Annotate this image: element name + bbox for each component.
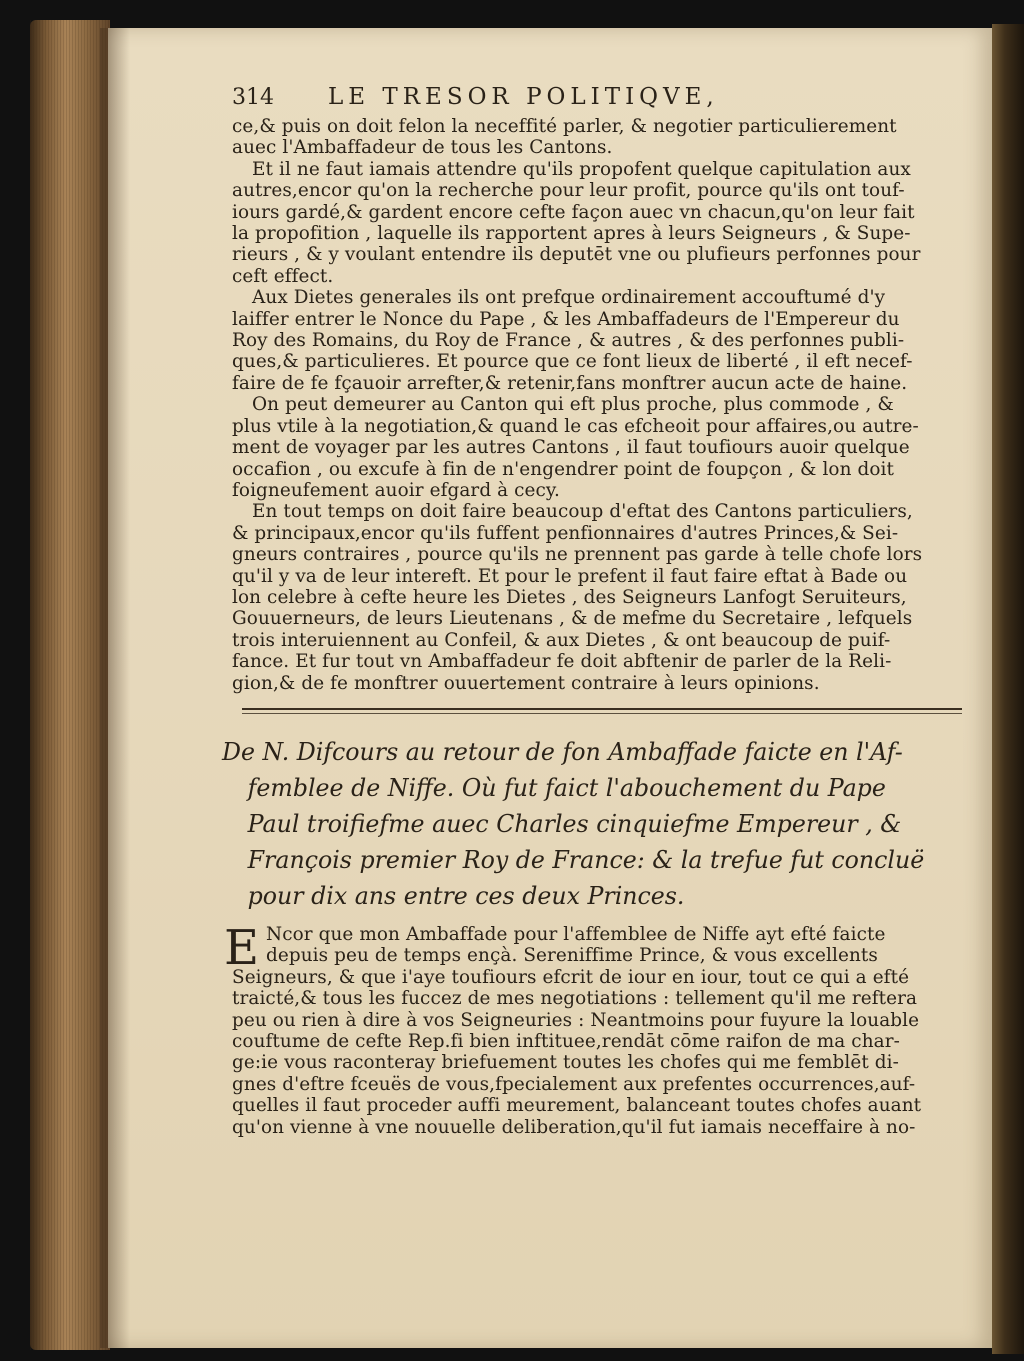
divider-rule	[242, 708, 962, 710]
text-line: autres,encor qu'on la recherche pour leur profit, pource qu'ils ont touf-	[232, 180, 905, 202]
text-line: rieurs , & y voulant entendre ils deputēt vne ou plufieurs perfonnes pour	[232, 244, 921, 266]
text-line: Gouuerneurs, de leurs Lieutenans , & de mefme du Secretaire , lefquels	[232, 608, 913, 630]
section-1-text	[232, 116, 962, 694]
heading-line: femblee de Niffe. Où fut faict l'abouchement du Pape	[247, 773, 886, 802]
text-line: auec l'Ambaffadeur de tous les Cantons.	[232, 137, 613, 159]
text-line: couftume de cefte Rep.fi bien inftituee,rendāt cōme raifon de ma char-	[232, 1031, 900, 1052]
heading-line: De N. Difcours au retour de fon Ambaffade faicte en l'Af-	[222, 737, 903, 766]
running-head	[232, 82, 962, 116]
text-line: peu ou rien à dire à vos Seigneuries : Neantmoins pour fuyure la louable	[232, 1009, 920, 1031]
text-line: gneurs contraires , pource qu'ils ne prennent pas garde à telle chofe lors	[232, 544, 923, 566]
text-line: Et il ne faut iamais attendre qu'ils propofent quelque capitulation aux	[252, 158, 911, 180]
text-line: qu'il y va de leur intereft. Et pour le prefent il faut faire eftat à Bade ou	[232, 565, 908, 587]
text-line: lon celebre à cefte heure les Dietes , des Seigneurs Lanfogt Seruiteurs,	[232, 586, 907, 608]
gutter-shadow	[100, 28, 130, 1348]
section-2-text	[224, 919, 962, 1138]
text-line: trois interuiennent au Confeil, & aux Dietes , & ont beaucoup de puif-	[232, 629, 891, 651]
text-line: laiffer entrer le Nonce du Pape , & les Ambaffadeurs de l'Empereur du	[232, 308, 900, 330]
text-line: fance. Et fur tout vn Ambaffadeur fe doit abftenir de parler de la Reli-	[232, 651, 892, 673]
heading-line: Paul troifiefme auec Charles cinquiefme Empereur , &	[247, 809, 902, 838]
running-title: LE TRESOR POLITIQVE,	[328, 84, 719, 110]
page-block-edge	[30, 20, 110, 1350]
text-line: plus vtile à la negotiation,& quand le cas efcheoit pour affaires,ou autre-	[232, 415, 919, 437]
chapter-heading	[222, 734, 962, 914]
text-line: gnes d'eftre fceuës de vous,fpecialement aux prefentes occurrences,auf-	[232, 1073, 916, 1095]
text-line: Seigneurs, & que i'aye toufiours efcrit de iour en iour, tout ce qui a efté	[232, 966, 910, 988]
text-line: & principaux,encor qu'ils fuffent penfionnaires d'autres Princes,& Sei-	[232, 522, 899, 544]
text-line: la propofition , laquelle ils rapportent apres à leurs Seigneurs , & Supe-	[232, 223, 911, 245]
divider-rule	[242, 713, 962, 714]
right-page-edge	[992, 24, 1024, 1354]
heading-line: François premier Roy de France: & la trefue fut concluë	[247, 845, 925, 874]
text-line: qu'on vienne à vne nouuelle deliberation,qu'il fut iamais neceffaire à no-	[232, 1116, 916, 1138]
text-line: traicté,& tous les fuccez de mes negotiations : tellement qu'il me reftera	[232, 988, 918, 1010]
text-line: foigneufement auoir efgard à cecy.	[232, 479, 560, 501]
text-line: En tout temps on doit faire beaucoup d'eftat des Cantons particuliers,	[252, 501, 913, 523]
text-line: ce,& puis on doit felon la neceffité parler, & negotier particulierement	[232, 116, 897, 137]
page-text	[222, 82, 962, 1138]
text-line: On peut demeurer au Canton qui eft plus proche, plus commode , &	[252, 394, 894, 416]
text-line: Aux Dietes generales ils ont prefque ordinairement accouftumé d'y	[252, 287, 886, 309]
text-line: Roy des Romains, du Roy de France , & autres , & des perfonnes publi-	[232, 330, 905, 352]
text-line: ge:ie vous raconteray briefuement toutes les chofes qui me femblēt di-	[232, 1052, 899, 1074]
text-line: ceft effect.	[232, 265, 334, 287]
text-line: faire de fe fçauoir arrefter,& retenir,fans monftrer aucun acte de haine.	[232, 372, 908, 394]
text-line: ment de voyager par les autres Cantons , il faut toufiours auoir quelque	[232, 437, 910, 459]
heading-line: pour dix ans entre ces deux Princes.	[247, 881, 685, 910]
text-line: depuis peu de temps ençà. Sereniffime Prince, & vous excellents	[266, 945, 878, 967]
text-line: occafion , ou excufe à fin de n'engendrer point de foupçon , & lon doit	[232, 458, 895, 480]
text-line: gion,& de fe monftrer ouuertement contraire à leurs opinions.	[232, 672, 820, 694]
text-line: ques,& particulieres. Et pource que ce font lieux de liberté , il eft necef-	[232, 351, 913, 373]
page-number: 314	[232, 85, 274, 110]
text-line: quelles il faut proceder auffi meurement, balanceant toutes chofes auant	[232, 1095, 922, 1117]
text-line: Ncor que mon Ambaffade pour l'affemblee de Niffe ayt efté faicte	[266, 923, 886, 945]
drop-cap: E	[224, 919, 260, 976]
section-divider	[242, 694, 962, 734]
text-line: iours gardé,& gardent encore cefte façon auec vn chacun,qu'on leur fait	[232, 201, 915, 223]
